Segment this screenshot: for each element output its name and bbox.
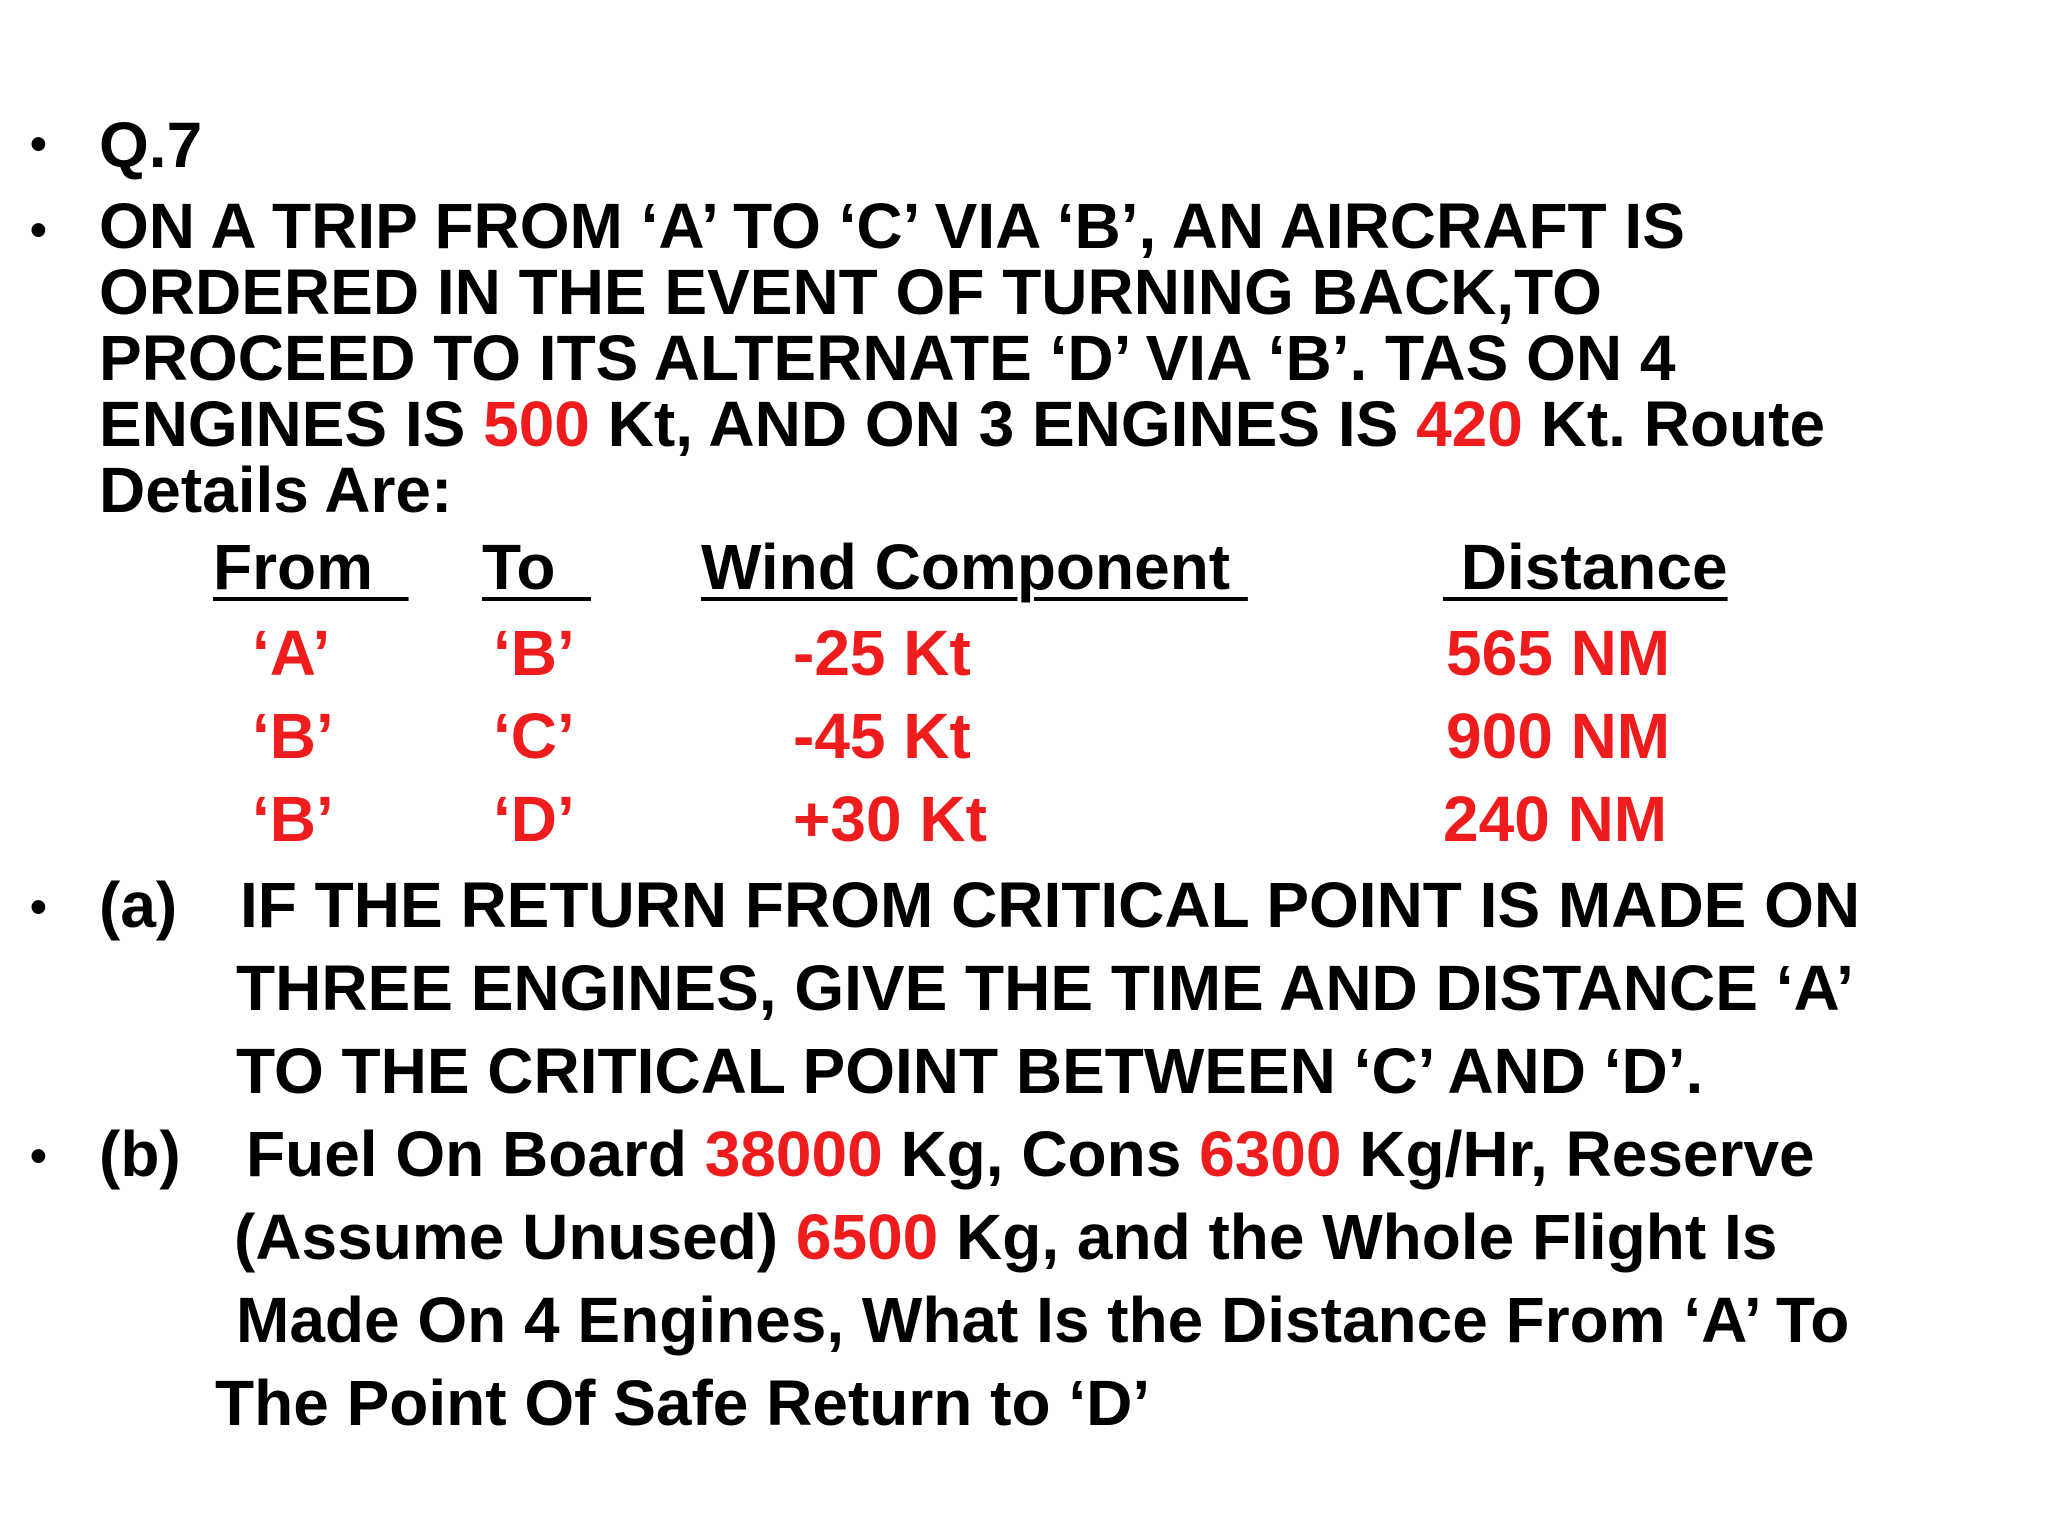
bullet-intro: • [30, 204, 47, 257]
table-row-3-from: ‘B’ [252, 783, 334, 855]
part-b-line-4: The Point Of Safe Return to ‘D’ [215, 1367, 1151, 1439]
fuel-on-board-value: 38000 [704, 1118, 883, 1190]
table-header-wind: Wind Component [701, 531, 1248, 603]
part-b-line-1 [246, 1118, 1815, 1190]
part-a-line-1: IF THE RETURN FROM CRITICAL POINT IS MADE ON [240, 869, 1861, 941]
part-a-line-3: TO THE CRITICAL POINT BETWEEN ‘C’ AND ‘D’. [236, 1035, 1704, 1107]
tas-3-engines-value: 420 [1416, 388, 1523, 460]
table-row-3-wind: +30 Kt [793, 783, 987, 855]
reserve-value: 6500 [795, 1201, 939, 1273]
intro-line-2: ORDERED IN THE EVENT OF TURNING BACK,TO [99, 256, 1602, 328]
table-header-to: To [482, 531, 591, 603]
part-a-label: (a) [99, 869, 178, 941]
intro-line-3: PROCEED TO ITS ALTERNATE ‘D’ VIA ‘B’. TAS ON 4 [99, 322, 1676, 394]
part-b-line-2 [234, 1201, 1778, 1273]
tas-4-engines-value: 500 [483, 388, 590, 460]
table-row-2-to: ‘C’ [493, 700, 575, 772]
bullet-part-b: • [30, 1130, 47, 1183]
table-row-2-distance: 900 NM [1446, 700, 1671, 772]
part-b-line-2-part-a: (Assume Unused) [234, 1201, 796, 1273]
table-header-distance: Distance [1443, 531, 1728, 603]
bullet-q7: • [30, 118, 47, 171]
intro-line-1: ON A TRIP FROM ‘A’ TO ‘C’ VIA ‘B’, AN AIRCRAFT IS [99, 190, 1685, 262]
intro-line-4-part-b: Kt, AND ON 3 ENGINES IS [589, 388, 1417, 460]
table-row-1-from: ‘A’ [252, 617, 331, 689]
table-row-1-wind: -25 Kt [793, 617, 971, 689]
table-row-1-to: ‘B’ [493, 617, 575, 689]
part-b-line-3: Made On 4 Engines, What Is the Distance From ‘A’ To [236, 1284, 1850, 1356]
part-b-label: (b) [99, 1118, 181, 1190]
table-header-from: From [213, 531, 409, 603]
part-b-line-1-part-c: Kg/Hr, Reserve [1341, 1118, 1815, 1190]
consumption-value: 6300 [1199, 1118, 1342, 1190]
part-b-line-1-part-a: Fuel On Board [246, 1118, 705, 1190]
question-label: Q.7 [99, 109, 203, 181]
intro-line-4-part-c: Kt. Route [1522, 388, 1826, 460]
table-row-2-from: ‘B’ [252, 700, 334, 772]
bullet-part-a: • [30, 881, 47, 934]
table-row-2-wind: -45 Kt [793, 700, 971, 772]
table-row-1-distance: 565 NM [1446, 617, 1671, 689]
intro-line-4 [99, 388, 1826, 460]
part-b-line-1-part-b: Kg, Cons [882, 1118, 1200, 1190]
intro-line-5: Details Are: [99, 454, 453, 526]
intro-line-4-part-a: ENGINES IS [99, 388, 484, 460]
table-row-3-to: ‘D’ [493, 783, 575, 855]
table-row-3-distance: 240 NM [1443, 783, 1668, 855]
part-a-line-2: THREE ENGINES, GIVE THE TIME AND DISTANCE ‘A’ [236, 952, 1854, 1024]
part-b-line-2-part-b: Kg, and the Whole Flight Is [938, 1201, 1778, 1273]
